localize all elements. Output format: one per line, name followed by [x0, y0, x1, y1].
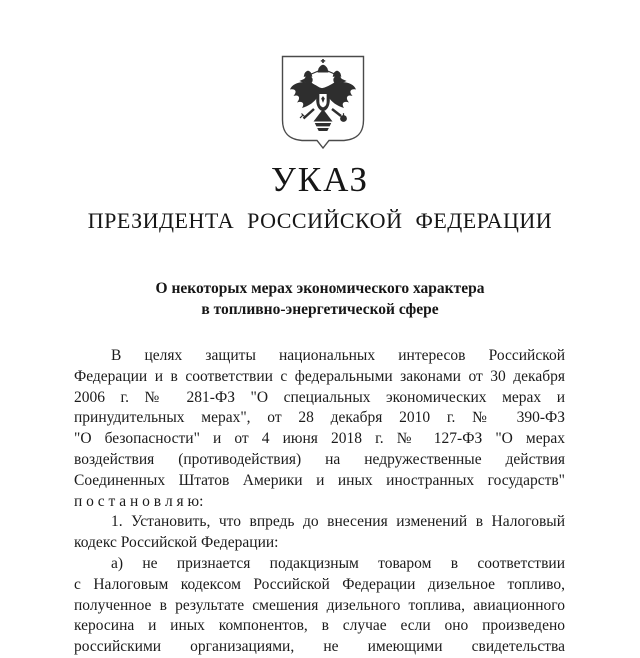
double-headed-eagle-icon — [281, 55, 365, 150]
text-line: 1. Установить, что впредь до внесения изменений в Налоговый — [111, 513, 565, 531]
text-line: 2006 г. № 281-ФЗ "О специальных экономических мерах и — [74, 388, 565, 406]
coat-of-arms — [281, 55, 365, 150]
text-line: "О безопасности" и от 4 июня 2018 г. № 127-ФЗ "О мерах — [74, 430, 565, 448]
paragraph — [74, 554, 565, 658]
text-line: с Налоговым кодексом Российской Федерации дизельное топливо, — [74, 575, 565, 593]
text-line: п о с т а н о в л я ю: — [74, 492, 204, 510]
document-body — [74, 346, 565, 658]
text-line: Соединенных Штатов Америки и иных иностранных государств" — [74, 471, 565, 489]
document-title: УКАЗ — [270, 160, 370, 199]
paragraph — [74, 512, 565, 554]
subject-line-2: в топливно-энергетической сфере — [201, 301, 439, 318]
text-line: воздействия (противодействия) на недружественные действия — [74, 450, 565, 468]
text-line: Федерации и в соответствии с федеральными законами от 30 декабря — [74, 367, 565, 385]
text-line: российскими организациями, не имеющими свидетельства — [74, 638, 565, 656]
document-subtitle: ПРЕЗИДЕНТА РОССИЙСКОЙ ФЕДЕРАЦИИ — [87, 208, 553, 233]
text-line: В целях защиты национальных интересов Российской — [111, 347, 565, 364]
text-line: полученное в результате смешения дизельного топлива, авиационного — [74, 596, 565, 614]
document-subject — [0, 278, 640, 320]
text-line: керосина и иных компонентов, в случае если оно произведено — [74, 617, 565, 635]
text-line: кодекс Российской Федерации: — [74, 534, 279, 552]
subject-line-1: О некоторых мерах экономического характера — [155, 280, 485, 297]
paragraph — [74, 346, 565, 512]
text-line: принудительных мерах", от 28 декабря 2010 г. № 390-ФЗ — [74, 409, 565, 427]
text-line: а) не признается подакцизным товаром в соответствии — [111, 554, 565, 572]
